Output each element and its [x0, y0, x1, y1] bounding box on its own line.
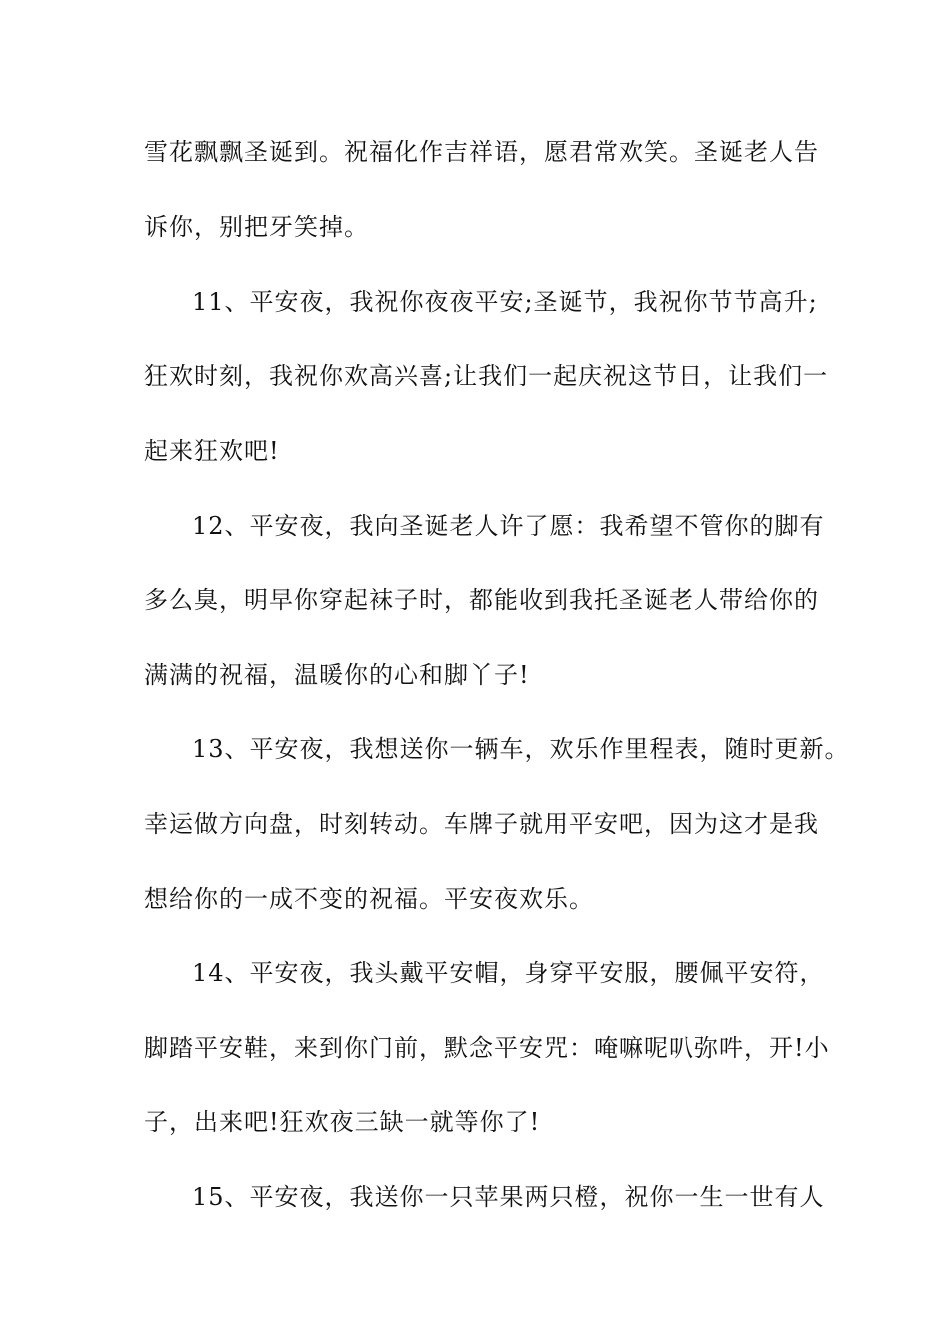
paragraph-13-start: 13、平安夜，我想送你一辆车，欢乐作里程表，随时更新。	[192, 735, 850, 763]
text-line: 起来狂欢吧!	[144, 437, 280, 465]
text-line: 雪花飘飘圣诞到。祝福化作吉祥语，愿君常欢笑。圣诞老人告	[144, 138, 819, 166]
paragraph-14-start: 14、平安夜，我头戴平安帽，身穿平安服，腰佩平安符，	[192, 959, 825, 987]
text-line: 脚踏平安鞋，来到你门前，默念平安咒：唵嘛呢叭弥吽，开!小	[144, 1034, 830, 1062]
paragraph-11-start: 11、平安夜，我祝你夜夜平安;圣诞节，我祝你节节高升;	[192, 288, 818, 316]
paragraph-12-start: 12、平安夜，我向圣诞老人许了愿：我希望不管你的脚有	[192, 512, 825, 540]
paragraph-15-start: 15、平安夜，我送你一只苹果两只橙，祝你一生一世有人	[192, 1183, 825, 1211]
text-line: 多么臭，明早你穿起袜子时，都能收到我托圣诞老人带给你的	[144, 586, 819, 614]
text-line: 幸运做方向盘，时刻转动。车牌子就用平安吧，因为这才是我	[144, 810, 819, 838]
text-line: 狂欢时刻，我祝你欢高兴喜;让我们一起庆祝这节日，让我们一	[144, 362, 829, 390]
text-line: 想给你的一成不变的祝福。平安夜欢乐。	[144, 885, 594, 913]
text-line: 诉你，别把牙笑掉。	[144, 213, 369, 241]
text-line: 子，出来吧!狂欢夜三缺一就等你了!	[144, 1108, 541, 1136]
text-line: 满满的祝福，温暖你的心和脚丫子!	[144, 661, 530, 689]
